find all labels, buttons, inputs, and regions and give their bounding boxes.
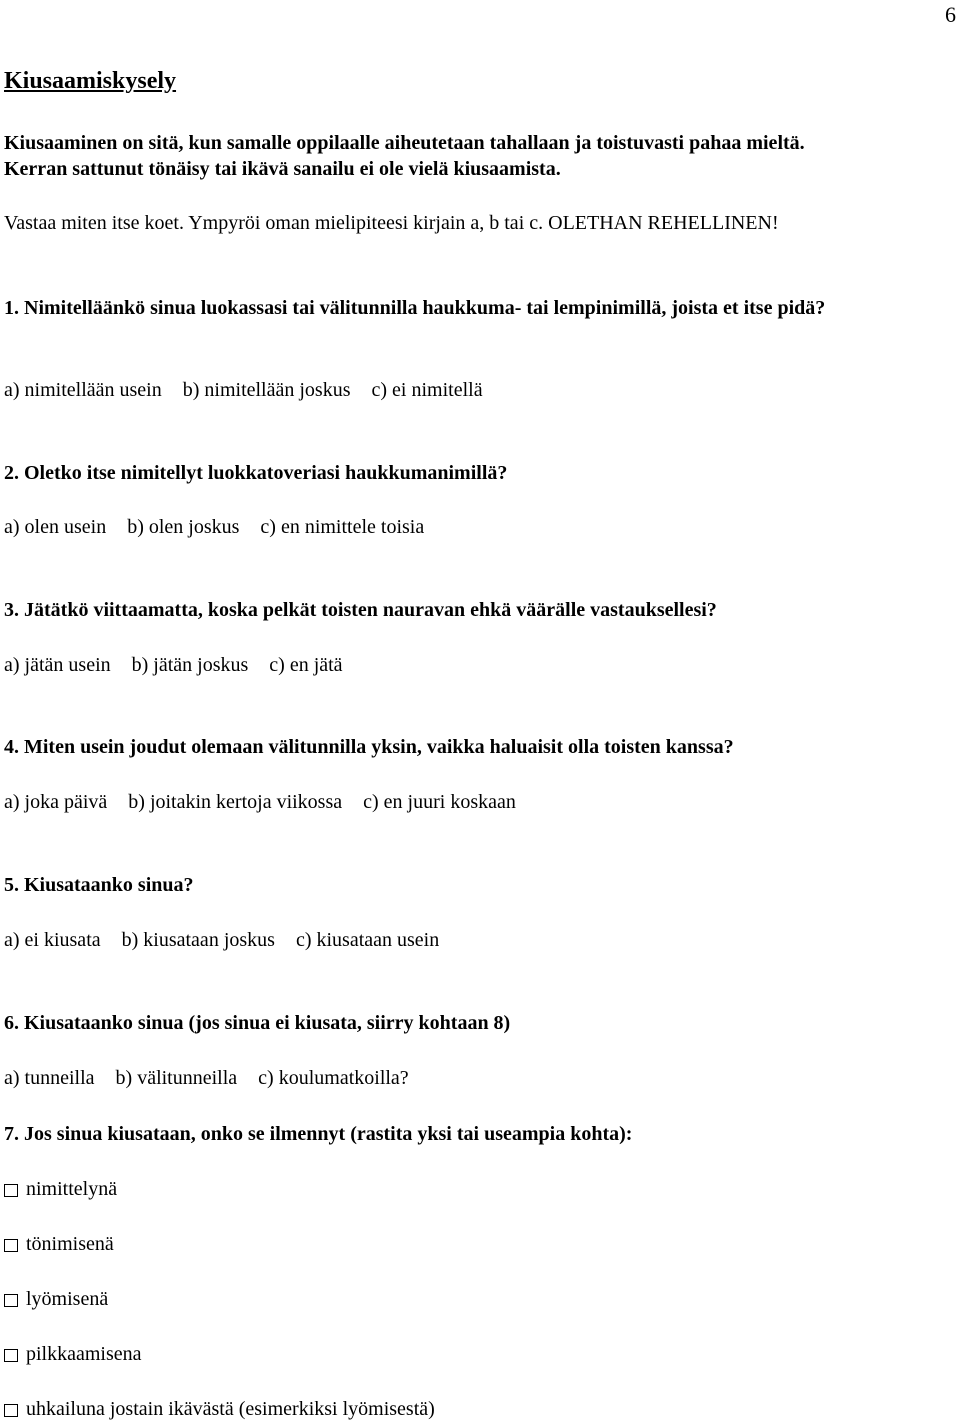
question-5: 5. Kiusataanko sinua? — [4, 874, 194, 896]
answer-option[interactable]: a) olen usein — [4, 516, 107, 538]
question-2: 2. Oletko itse nimitellyt luokkatoveriasi haukkumanimillä? — [4, 462, 508, 484]
answers-3 — [4, 652, 359, 678]
answer-option[interactable]: a) joka päivä — [4, 791, 108, 813]
answer-option[interactable]: b) nimitellään joskus — [182, 379, 351, 401]
checkbox-icon[interactable] — [4, 1294, 18, 1307]
checkbox-icon[interactable] — [4, 1349, 18, 1362]
question-6: 6. Kiusataanko sinua (jos sinua ei kiusata, siirry kohtaan 8) — [4, 1012, 511, 1034]
intro-line-2: Kerran sattunut tönäisy tai ikävä sanailu ei ole vielä kiusaamista. — [4, 158, 561, 180]
answers-5 — [4, 927, 455, 953]
instruction-text: Vastaa miten itse koet. Ympyröi oman mielipiteesi kirjain a, b tai c. OLETHAN REHELLINEN! — [4, 212, 779, 234]
answer-option[interactable]: b) olen joskus — [127, 516, 240, 538]
checkbox-label: uhkailuna jostain ikävästä (esimerkiksi lyömisestä) — [26, 1398, 435, 1420]
answer-option[interactable]: c) kiusataan usein — [295, 929, 440, 951]
checkbox-item[interactable] — [4, 1231, 114, 1257]
answer-option[interactable]: c) en juuri koskaan — [363, 791, 516, 813]
answer-option[interactable]: b) jätän joskus — [131, 654, 249, 676]
answer-option[interactable]: a) tunneilla — [4, 1067, 95, 1089]
page-number: 6 — [945, 2, 956, 27]
question-1: 1. Nimitelläänkö sinua luokassasi tai välitunnilla haukkuma- tai lempinimillä, joista et itse pidä? — [4, 297, 826, 319]
checkbox-icon[interactable] — [4, 1184, 18, 1197]
checkbox-label: tönimisenä — [26, 1233, 114, 1255]
checkbox-item[interactable] — [4, 1286, 108, 1312]
checkbox-icon[interactable] — [4, 1404, 18, 1417]
answer-option[interactable]: b) välitunneilla — [115, 1067, 238, 1089]
answers-1 — [4, 377, 499, 403]
question-4: 4. Miten usein joudut olemaan välitunnilla yksin, vaikka haluaisit olla toisten kanssa? — [4, 736, 734, 758]
answer-option[interactable]: c) en jätä — [269, 654, 343, 676]
intro-line-1: Kiusaaminen on sitä, kun samalle oppilaalle aiheutetaan tahallaan ja toistuvasti pahaa mieltä. — [4, 132, 805, 154]
answer-option[interactable]: a) ei kiusata — [4, 929, 101, 951]
checkbox-label: lyömisenä — [26, 1288, 109, 1310]
question-3: 3. Jätätkö viittaamatta, koska pelkät toisten nauravan ehkä väärälle vastauksellesi? — [4, 599, 717, 621]
question-7: 7. Jos sinua kiusataan, onko se ilmennyt (rastita yksi tai useampia kohta): — [4, 1123, 633, 1145]
checkbox-label: pilkkaamisena — [26, 1343, 142, 1365]
answer-option[interactable]: b) joitakin kertoja viikossa — [128, 791, 343, 813]
answers-4 — [4, 789, 532, 815]
checkbox-icon[interactable] — [4, 1239, 18, 1252]
answer-option[interactable]: c) koulumatkoilla? — [258, 1067, 409, 1089]
answer-option[interactable]: b) kiusataan joskus — [121, 929, 275, 951]
checkbox-item[interactable] — [4, 1396, 435, 1422]
page-title: Kiusaamiskysely — [4, 68, 177, 94]
checkbox-item[interactable] — [4, 1341, 142, 1367]
answer-option[interactable]: a) jätän usein — [4, 654, 111, 676]
checkbox-item[interactable] — [4, 1176, 117, 1202]
checkbox-label: nimittelynä — [26, 1178, 118, 1200]
answers-6 — [4, 1065, 425, 1091]
answers-2 — [4, 514, 440, 540]
answer-option[interactable]: c) en nimittele toisia — [260, 516, 425, 538]
answer-option[interactable]: a) nimitellään usein — [4, 379, 162, 401]
answer-option[interactable]: c) ei nimitellä — [371, 379, 483, 401]
